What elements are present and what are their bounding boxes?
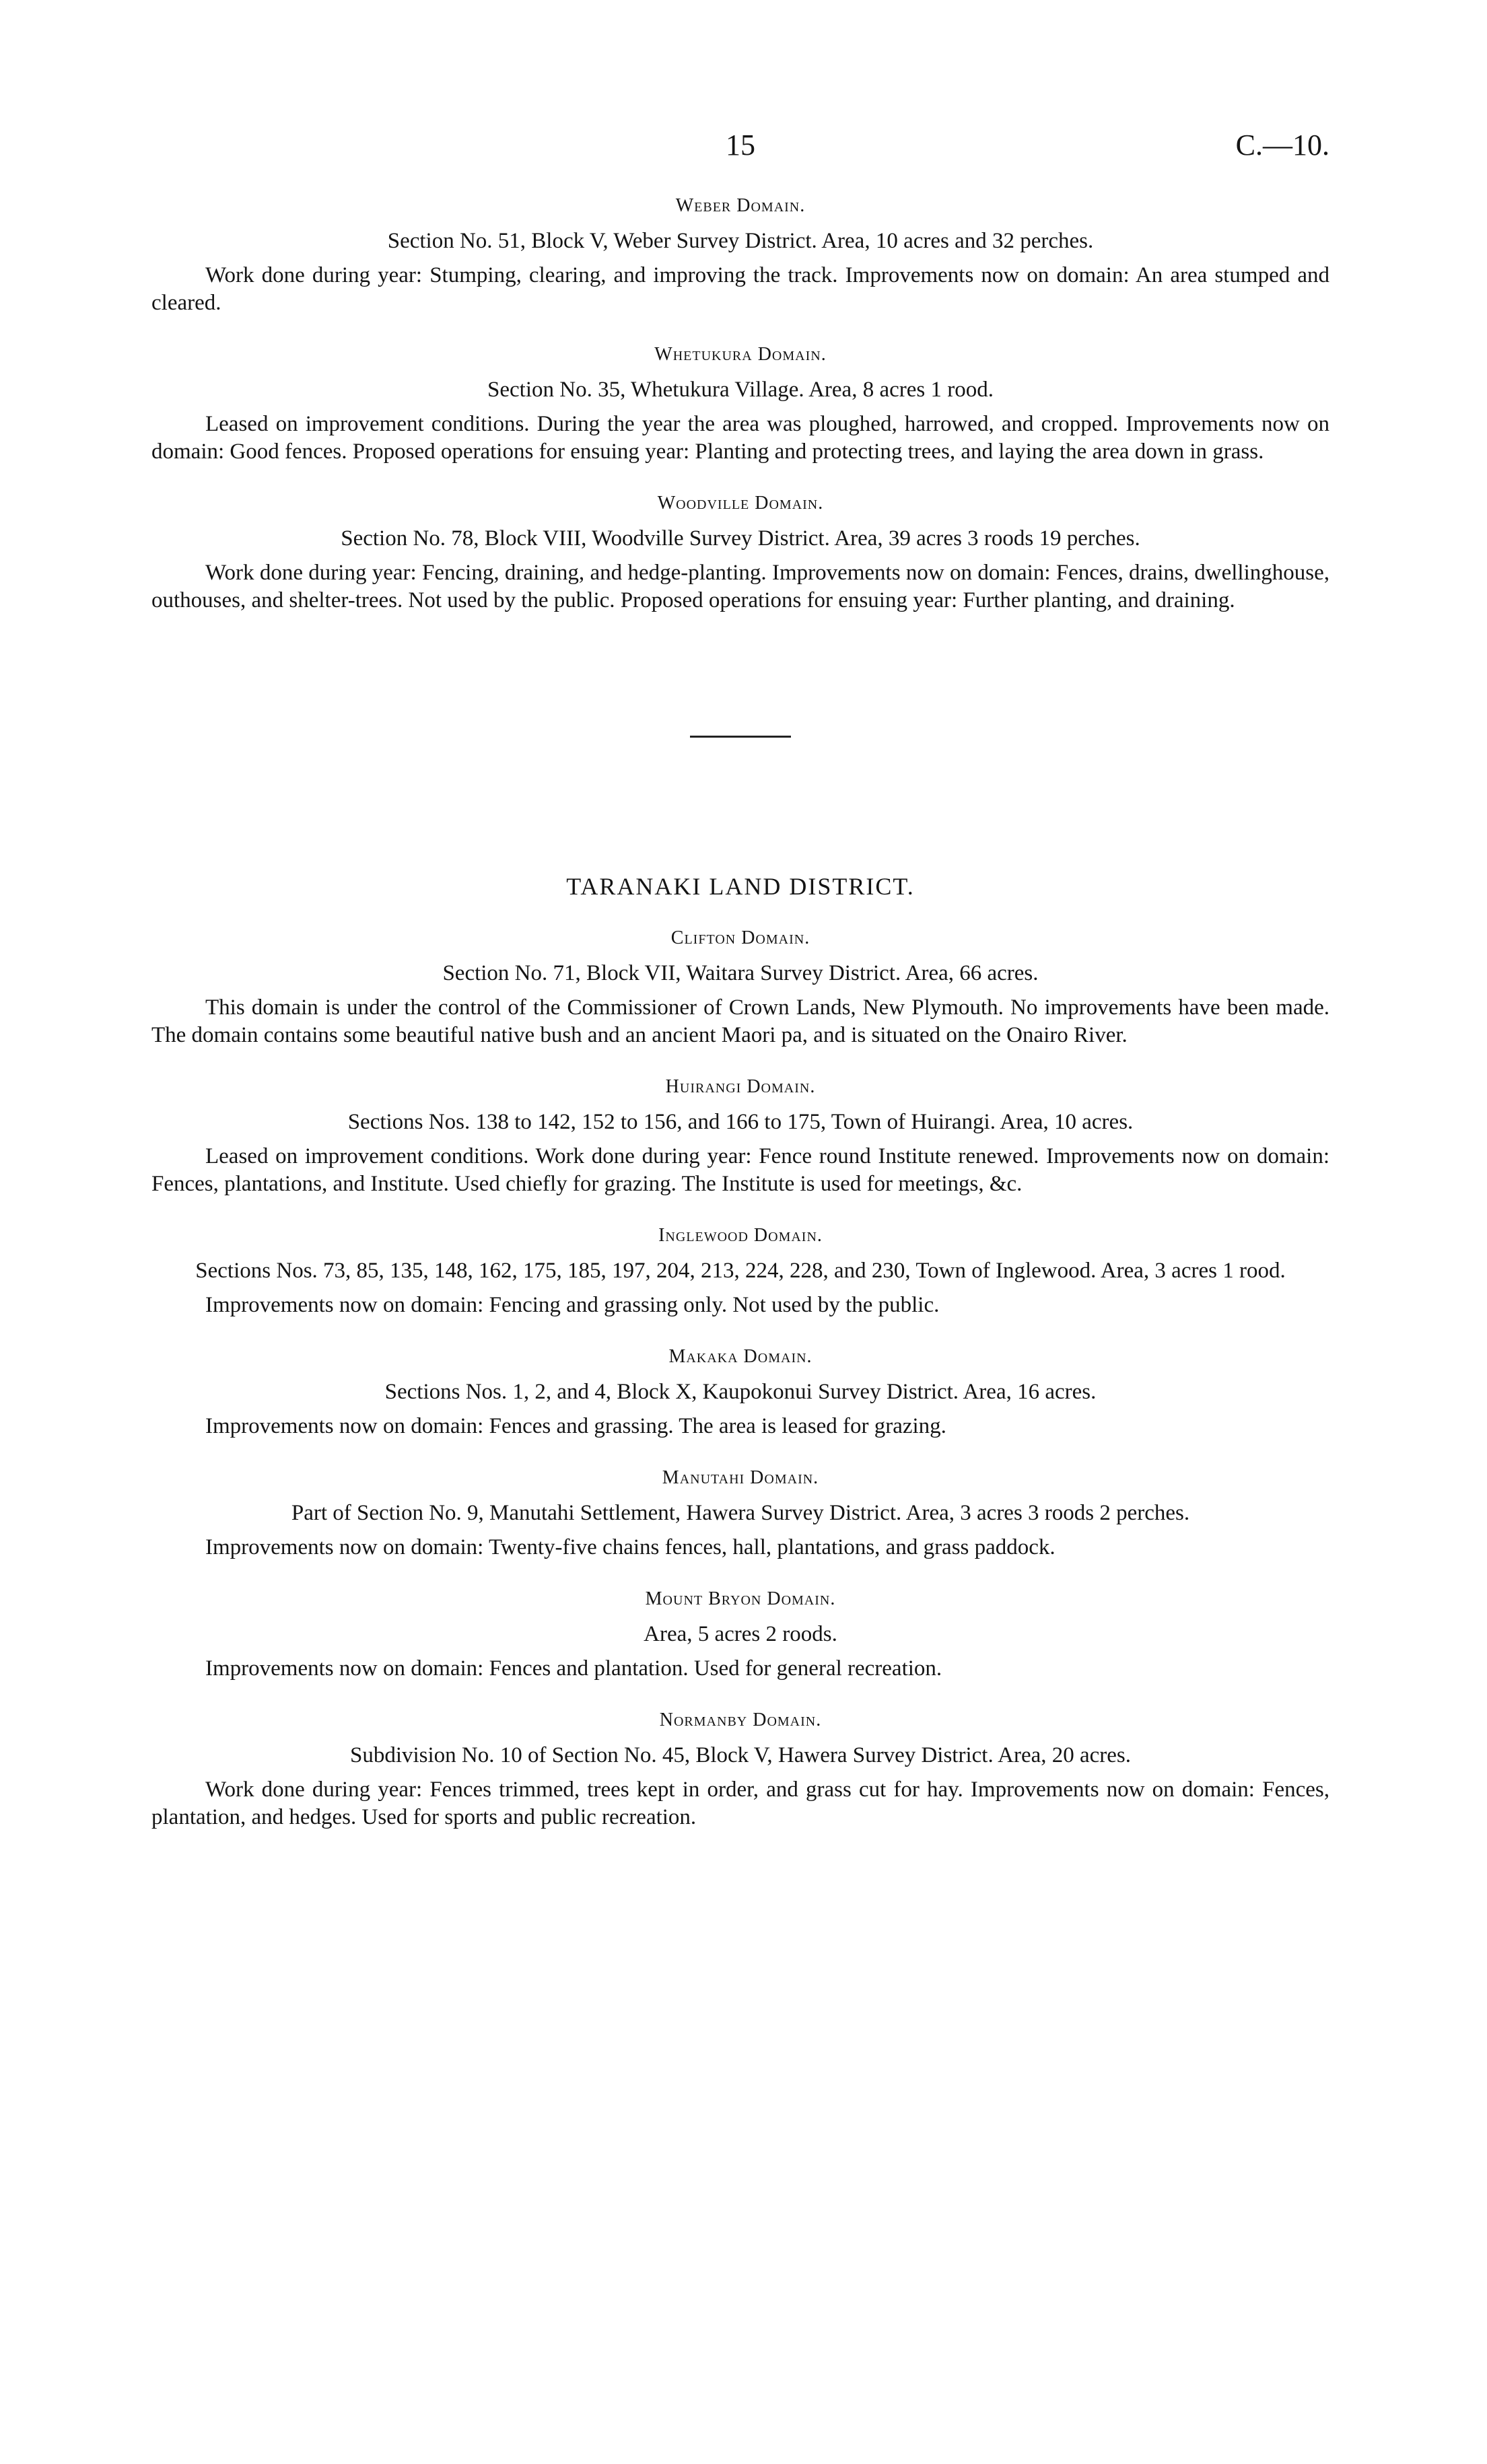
domain-description: Improvements now on domain: Twenty-five chains fences, hall, plantations, and grass paddock.: [205, 1535, 1056, 1559]
domain-entry-mount-bryon: [151, 1588, 1329, 1683]
domain-title: Manutahi Domain.: [662, 1467, 819, 1488]
domain-description: Improvements now on domain: Fences and grassing. The area is leased for grazing.: [205, 1414, 946, 1438]
domain-entry-manutahi: [151, 1467, 1329, 1561]
domain-entry-makaka: [151, 1346, 1329, 1440]
domain-description: Work done during year: Fences trimmed, trees kept in order, and grass cut for hay. Improvements now on domain: Fences, plantation, and hedges. Used for sports and public recreation.: [151, 1777, 1329, 1829]
domain-section-line: Subdivision No. 10 of Section No. 45, Block V, Hawera Survey District. Area, 20 acres.: [349, 1743, 1132, 1767]
domain-description: Improvements now on domain: Fencing and grassing only. Not used by the public.: [205, 1293, 940, 1317]
section-divider-rule: [690, 736, 791, 738]
page-number: 15: [726, 129, 755, 162]
domain-section-line: Sections Nos. 73, 85, 135, 148, 162, 175, 185, 197, 204, 213, 224, 228, and 230, Town of Inglewood. Area, 3 acres 1 rood.: [195, 1259, 1286, 1283]
domain-title: Woodville Domain.: [657, 493, 824, 514]
domain-entry-woodville: [151, 493, 1329, 614]
domain-title: Huirangi Domain.: [665, 1076, 816, 1097]
domain-title: Mount Bryon Domain.: [645, 1588, 836, 1609]
domain-section-line: Section No. 71, Block VII, Waitara Survey District. Area, 66 acres.: [442, 961, 1039, 985]
domain-title: Normanby Domain.: [659, 1710, 822, 1730]
domain-section-line: Section No. 78, Block VIII, Woodville Survey District. Area, 39 acres 3 roods 19 perches.: [341, 526, 1140, 551]
domain-description: Work done during year: Fencing, draining, and hedge-planting. Improvements now on domain: Fences, drains, dwellinghouse, outhouses, and shelter-trees. Not used by the public. Proposed operations for ensuing year: Further planting, and draining.: [151, 561, 1329, 612]
domain-entry-normanby: [151, 1710, 1329, 1831]
domain-description: This domain is under the control of the Commissioner of Crown Lands, New Plymouth. No improvements have been made. The domain contains some beautiful native bush and an ancient Maori pa, and is situated on the Onairo River.: [151, 995, 1329, 1047]
domain-entry-weber: [151, 195, 1329, 317]
domain-title: Inglewood Domain.: [658, 1225, 823, 1246]
domain-title: Clifton Domain.: [670, 927, 810, 948]
domain-description: Leased on improvement conditions. Work done during year: Fence round Institute renewed. Improvements now on domain: Fences, plantations, and Institute. Used chiefly for grazing. The Institute is used for meetings, &c.: [151, 1144, 1329, 1196]
domain-section-line: Part of Section No. 9, Manutahi Settlement, Hawera Survey District. Area, 3 acres 3 roods 2 perches.: [291, 1501, 1190, 1525]
domain-section-line: Area, 5 acres 2 roods.: [644, 1622, 837, 1646]
domain-description: Leased on improvement conditions. During the year the area was ploughed, harrowed, and cropped. Improvements now on domain: Good fences. Proposed operations for ensuing year: Planting and protecting trees, and laying the area down in grass.: [151, 412, 1329, 464]
domain-entry-huirangi: [151, 1076, 1329, 1198]
domain-section-line: Sections Nos. 138 to 142, 152 to 156, and 166 to 175, Town of Huirangi. Area, 10 acres.: [347, 1110, 1134, 1134]
domain-title: Makaka Domain.: [668, 1346, 812, 1367]
domain-section-line: Sections Nos. 1, 2, and 4, Block X, Kaupokonui Survey District. Area, 16 acres.: [384, 1380, 1097, 1404]
domain-title: Whetukura Domain.: [654, 344, 827, 365]
domain-title: Weber Domain.: [675, 195, 806, 216]
domain-entry-inglewood: [151, 1225, 1329, 1319]
domain-entry-clifton: [151, 927, 1329, 1049]
domain-entry-whetukura: [151, 344, 1329, 466]
domain-section-line: Section No. 35, Whetukura Village. Area, 8 acres 1 rood.: [487, 378, 994, 402]
district-title: TARANAKI LAND DISTRICT.: [566, 873, 915, 900]
domain-description: Improvements now on domain: Fences and plantation. Used for general recreation.: [205, 1656, 942, 1681]
document-reference: C.—10.: [1235, 129, 1329, 162]
running-header: [151, 121, 1329, 168]
domain-description: Work done during year: Stumping, clearing, and improving the track. Improvements now on domain: An area stumped and cleared.: [151, 263, 1329, 315]
document-page: [151, 121, 1329, 1831]
domain-section-line: Section No. 51, Block V, Weber Survey District. Area, 10 acres and 32 perches.: [387, 229, 1094, 253]
